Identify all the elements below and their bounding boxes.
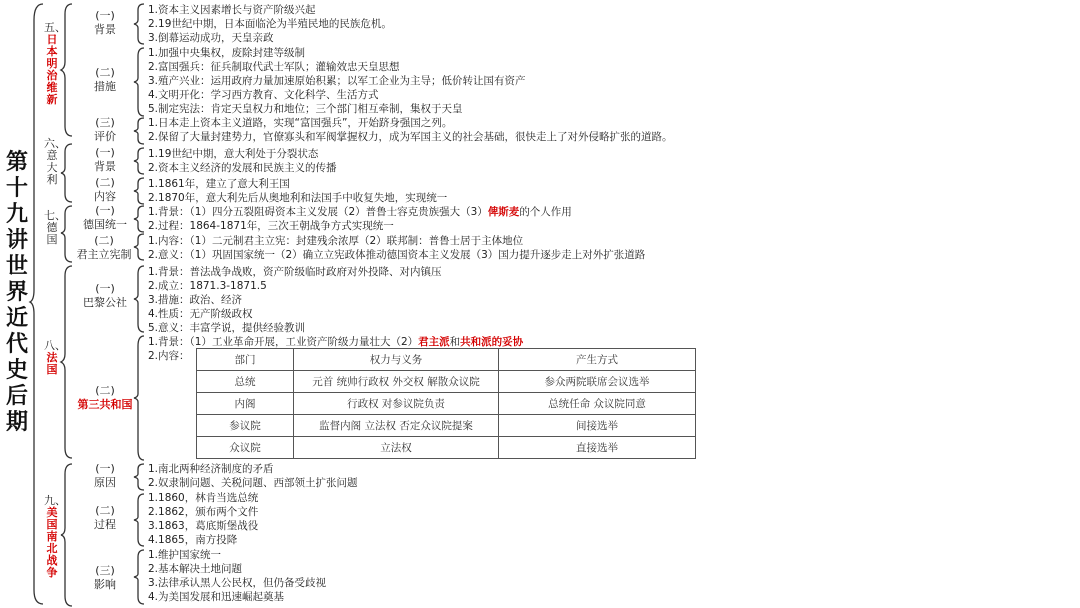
content-line: 1.1860，林肯当选总统	[148, 492, 259, 504]
content-line: 2.成立：1871.3-1871.5	[148, 280, 267, 292]
table-cell: 众议院	[197, 437, 294, 459]
sub-brace	[132, 146, 146, 176]
content-line: 4.性质：无产阶级政权	[148, 308, 253, 320]
sub-brace	[132, 462, 146, 492]
sub-label: (二) 内容	[94, 176, 116, 203]
content-line: 2.保留了大量封建势力，官僚寡头和军阀掌握权力，成为军国主义的社会基础，很快走上了对外侵略扩张的道路。	[148, 131, 673, 143]
sub-brace	[132, 204, 146, 234]
content-line: 5.制定宪法：肯定天皇权力和地位；三个部门相互牵制，集权于天皇	[148, 103, 463, 115]
sub-label: (二) 第三共和国	[77, 384, 133, 411]
table-cell: 参议院	[197, 415, 294, 437]
content-line: 2.富国强兵：征兵制取代武士军队；灌输效忠天皇思想	[148, 61, 400, 73]
section-label-usa: 九、 美国南北战争	[44, 494, 66, 579]
content-line: 2.内容：	[148, 350, 190, 362]
sub-brace	[132, 232, 146, 262]
content-line: 1.加强中央集权，废除封建等级制	[148, 47, 306, 59]
content-line: 1.背景：普法战争战败，资产阶级临时政府对外投降、对内镇压	[148, 266, 442, 278]
section-label-france: 八、 法国	[44, 339, 66, 376]
sub-label: (一) 背景	[94, 9, 116, 36]
sub-label: (一) 背景	[94, 146, 116, 173]
content-line: 1.日本走上资本主义道路，实现“富国强兵”，开始跻身强国之列。	[148, 117, 453, 129]
content-line: 1.背景：（1）四分五裂阻碍资本主义发展（2）普鲁士容克贵族强大（3）俾斯麦的个人作用	[148, 206, 572, 218]
content-line: 2.1870年，意大利先后从奥地利和法国手中收复失地，实现统一	[148, 192, 448, 204]
content-line: 4.1865，南方投降	[148, 534, 238, 546]
section-label-italy: 六、 意大利	[44, 137, 66, 186]
table-cell: 行政权 对参议院负责	[294, 393, 499, 415]
table-row	[197, 393, 696, 415]
section-label-japan: 五、 日本明治维新	[44, 21, 66, 106]
table-cell: 元首 统帅行政权 外交权 解散众议院	[294, 371, 499, 393]
content-line: 2.奴隶制问题、关税问题、西部领土扩张问题	[148, 477, 358, 489]
table-cell: 立法权	[294, 437, 499, 459]
content-line: 2.资本主义经济的发展和民族主义的传播	[148, 162, 337, 174]
content-line: 4.文明开化：学习西方教育、文化科学、生活方式	[148, 89, 379, 101]
table-cell: 总统任命 众议院同意	[499, 393, 696, 415]
table-header-cell: 权力与义务	[294, 349, 499, 371]
content-line: 3.倒幕运动成功，天皇亲政	[148, 32, 274, 44]
table-cell: 监督内阁 立法权 否定众议院提案	[294, 415, 499, 437]
sub-label: (一) 巴黎公社	[83, 282, 127, 309]
table-cell: 间接选举	[499, 415, 696, 437]
sub-label: (一) 原因	[94, 462, 116, 489]
content-line: 1.资本主义因素增长与资产阶级兴起	[148, 4, 316, 16]
content-line: 1.19世纪中期，意大利处于分裂状态	[148, 148, 319, 160]
content-line: 5.意义：丰富学说，提供经验教训	[148, 322, 306, 334]
content-line: 3.1863，葛底斯堡战役	[148, 520, 259, 532]
content-line: 3.措施：政治、经济	[148, 294, 243, 306]
content-line: 3.法律承认黑人公民权，但仍备受歧视	[148, 577, 327, 589]
content-line: 2.19世纪中期，日本面临沦为半殖民地的民族危机。	[148, 18, 392, 30]
content-line: 1.背景：（1）工业革命开展，工业资产阶级力量壮大（2）君主派和共和派的妥协	[148, 336, 524, 348]
sub-brace	[132, 264, 146, 334]
sub-label: (一) 德国统一	[83, 204, 127, 231]
content-line: 1.维护国家统一	[148, 549, 222, 561]
sub-brace	[132, 116, 146, 146]
content-line: 1.内容：（1）二元制君主立宪：封建残余浓厚（2）联邦制：普鲁士居于主体地位	[148, 235, 524, 247]
content-line: 2.意义：（1）巩固国家统一（2）确立立宪政体推动德国资本主义发展（3）国力提升逐步走上对外扩张道路	[148, 249, 646, 261]
sub-label: (二) 君主立宪制	[76, 234, 132, 261]
table-header-cell: 产生方式	[499, 349, 696, 371]
table-row	[197, 415, 696, 437]
table-row	[197, 437, 696, 459]
table-header-row	[197, 349, 696, 371]
content-line: 2.基本解决土地问题	[148, 563, 243, 575]
table-cell: 直接选举	[499, 437, 696, 459]
sub-label: (二) 过程	[94, 504, 116, 531]
government-table	[196, 348, 696, 459]
table-row	[197, 371, 696, 393]
sub-brace	[132, 492, 146, 548]
sub-brace	[132, 2, 146, 46]
section-brace-usa	[60, 462, 74, 608]
sub-label: (三) 评价	[94, 116, 116, 143]
content-line: 4.为美国发展和迅速崛起奠基	[148, 591, 285, 603]
sub-brace	[132, 46, 146, 118]
section-label-germany: 七、 德国	[44, 209, 66, 246]
sub-brace	[132, 176, 146, 206]
sub-brace	[132, 334, 146, 462]
sub-label: (二) 措施	[94, 66, 116, 93]
section-brace-france	[60, 262, 74, 462]
sub-label: (三) 影响	[94, 564, 116, 591]
table-header-cell: 部门	[197, 349, 294, 371]
content-line: 1.南北两种经济制度的矛盾	[148, 463, 274, 475]
table-cell: 总统	[197, 371, 294, 393]
table-cell: 参众两院联席会议选举	[499, 371, 696, 393]
content-line: 3.殖产兴业：运用政府力量加速原始积累；以军工企业为主导；低价转让国有资产	[148, 75, 526, 87]
table-cell: 内阁	[197, 393, 294, 415]
sub-brace	[132, 548, 146, 606]
content-line: 2.过程：1864-1871年，三次王朝战争方式实现统一	[148, 220, 394, 232]
content-line: 2.1862，颁布两个文件	[148, 506, 259, 518]
content-line: 1.1861年，建立了意大利王国	[148, 178, 290, 190]
page-title: 第十九讲 世界近代史后期	[5, 150, 28, 435]
